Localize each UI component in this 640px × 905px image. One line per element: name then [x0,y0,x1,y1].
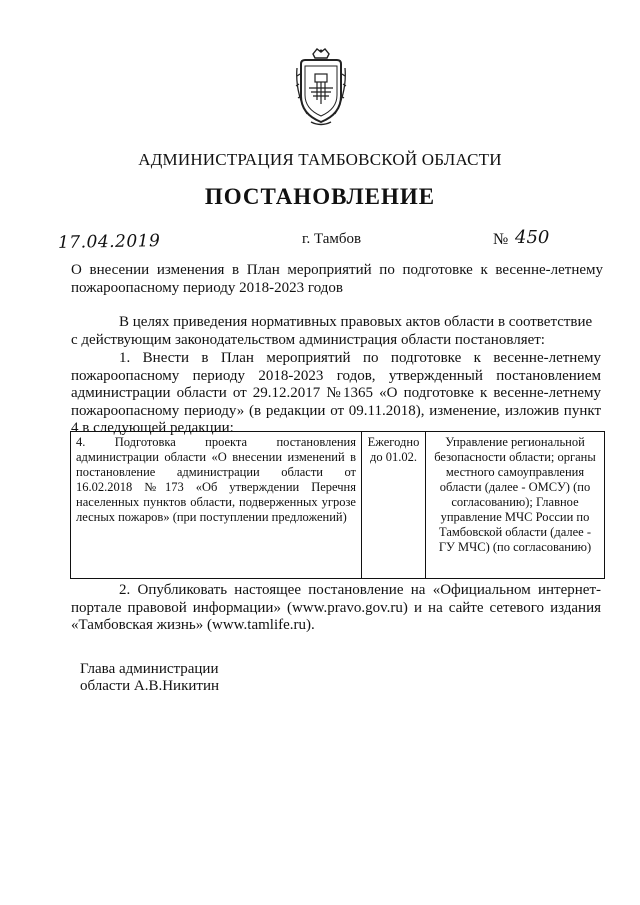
signature-block [80,661,219,695]
table-cell-description: 4. Подготовка проекта постановления администрации области «О внесении изменений в постановление администрации области от 16.02.2018 №173 «Об утверждении Перечня населенных пунктов области, подверженных угрозе лесных пожаров» (при поступлении предложений) [71,432,362,578]
document-subject: О внесении изменения в План мероприятий по подготовке к весенне-летнему пожароопасному периоду 2018-2023 годов [71,262,603,296]
item-2-paragraph: 2. Опубликовать настоящее постановление на «Официальном интернет-портале правовой информации» (www.pravo.gov.ru) и на сайте сетевого издания «Тамбовская жизнь» (www.tamlife.ru). [71,582,601,633]
signature-name: области А.В.Никитин [80,678,220,694]
organization-title: АДМИНИСТРАЦИЯ ТАМБОВСКОЙ ОБЛАСТИ [138,150,502,169]
document-type-title: ПОСТАНОВЛЕНИЕ [204,184,436,209]
coat-of-arms-emblem [295,48,347,128]
intro-line-2: с действующим законодательством администрация области постановляет: [71,331,545,348]
intro-paragraph [71,314,599,349]
document-number-label: № [493,231,509,248]
document-city: г. Тамбов [302,231,362,247]
item-1-paragraph: 1. Внести в План мероприятий по подготовке к весенне-летнему пожароопасному периоду 2018-2023 годов, утвержденный постановлением администрации области от 29.12.2017 №1365 «О подготовке к весенне-летнему пожароопасному периоду» (в редакции от 09.11.2018), изменение, изложив пункт 4 в следующей редакции: [71,350,601,436]
table-cell-term: Ежегодно до 01.02. [362,432,426,578]
table-cell-executors: Управление региональной безопасности области; органы местного самоуправления области (далее - ОМСУ) (по согласованию); Главное управление МЧС России по Тамбовской области (далее - ГУ МЧС) (по согласованию) [434,435,596,554]
document-date-handwritten: 17.04.2019 [57,231,161,253]
document-number-handwritten: 450 [515,227,550,248]
plan-item-table [70,431,605,579]
intro-line-1: В целях приведения нормативных правовых актов области в соответствие [119,314,593,330]
signature-position: Глава администрации [80,661,219,677]
